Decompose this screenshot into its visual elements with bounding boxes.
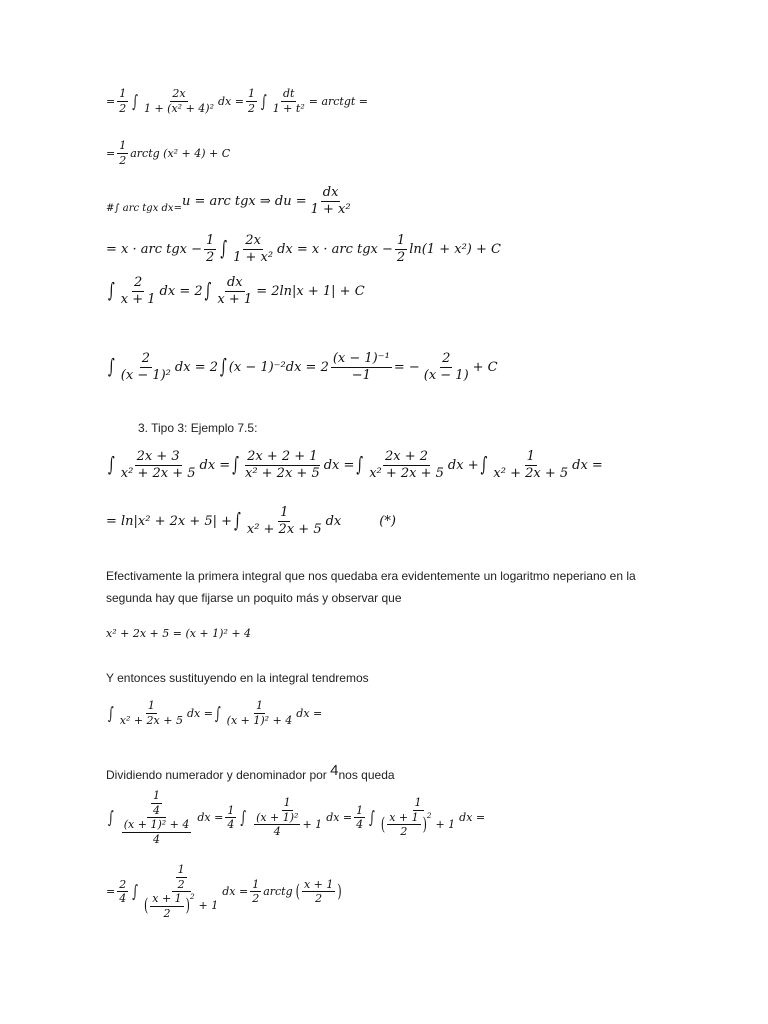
integral-sign: ∫	[369, 807, 375, 828]
paragraph-line: segunda hay que fijarse un poquito más y observar que	[106, 591, 402, 605]
fraction: $\frac{dx}{x + 1}$	[217, 275, 253, 307]
integral-sign: ∫	[108, 453, 115, 477]
integral-sign: ∫	[220, 355, 227, 379]
equation-6: ∫ 2 (x − 1)² dx = 2 ∫ (x − 1)⁻²dx = 2 $\frac{\text{(x − 1)⁻¹}}{-1}$ = − $\frac{2}{(x - 1)}$ + C	[108, 351, 498, 383]
fraction: 1 x² + 2x + 5	[493, 449, 569, 481]
fraction: $\frac{1}{2}$	[206, 233, 215, 265]
fraction: x + 1 2	[303, 877, 334, 906]
fraction: $\frac{1}{2}$	[252, 877, 260, 906]
integral-sign: ∫	[108, 702, 114, 724]
fraction: $\frac{1}{4}$	[227, 803, 235, 832]
equation-4: = x · arc tgx − $\frac{1}{2}$ ∫ 2x 1 + x² dx = x · arc tgx − $\frac{1}{2}$ ln(1 + x²) + C	[106, 233, 501, 265]
fraction: 2x + 3 x² + 2x + 5	[120, 449, 196, 481]
fraction: $\frac{2}{4}$	[119, 877, 127, 906]
paragraph-line: Dividiendo numerador y denominador por 4nos queda	[106, 762, 395, 782]
fraction: $\frac{2}{(x - 1)}$	[423, 351, 469, 383]
fraction: 2x 1 + (x² + 4)²	[143, 87, 214, 115]
equation-3: #∫ arc tgx dx= u = arc tgx ⇒ du = $\frac{dx}{\text{1 + x²}}$	[106, 185, 351, 217]
equation-7: ∫ 2x + 3 x² + 2x + 5 dx = ∫ 2x + 2 + 1 x² + 2x + 5 dx = ∫ 2x + 2 x² + 2x + 5 dx + ∫ 1 x² + 2x + 5 dx =	[108, 449, 603, 481]
paragraph-line: Efectivamente la primera integral que nos quedaba era evidentemente un logaritmo neperiano en la	[106, 569, 636, 583]
equation-11: ∫ $\frac{1}{4}$ $\frac{\text{(x + 1)² + 4}}{4}$ dx = $\frac{1}{4}$ ∫ 1 (x + 1)² 4 + 1 dx = $\frac{1}{4}$ ∫ 1 ( x + 1 2 ) $^2$ + 1 dx =	[108, 789, 486, 846]
equation-9: x² + 2x + 5 = (x + 1)² + 4	[106, 627, 252, 640]
integral-sign: ∫	[480, 453, 488, 477]
fraction: 1 x² + 2x + 5	[119, 699, 183, 727]
fraction: 2x + 2 x² + 2x + 5	[369, 449, 444, 481]
fraction: $\frac{\text{(x − 1)⁻¹}}{-1}$	[332, 351, 390, 383]
equation-5: ∫ 2 x + 1 dx = 2 ∫ $\frac{dx}{x + 1}$ = 2ln|x + 1| + C	[108, 275, 365, 307]
fraction: 1 ( x + 1 2 ) $^2$ + 1	[380, 796, 456, 839]
paragraph-line: Y entonces sustituyendo en la integral tendremos	[106, 671, 369, 685]
integral-sign: ∫	[234, 509, 241, 533]
integral-sign: ∫	[108, 807, 114, 828]
fraction: 1 (x + 1)² 4 + 1	[256, 796, 323, 839]
fraction: 1 x² + 2x + 5	[246, 505, 322, 537]
equation-1: = $\frac{1}{2}$ ∫ 2x 1 + (x² + 4)² dx = $\frac{1}{2}$ ∫ $\frac{dt}{\text{1 + t²}}$ = arctgt =	[106, 87, 369, 115]
integral-sign: ∫	[132, 881, 138, 902]
fraction: $\frac{1}{4}$	[356, 803, 364, 832]
integral-sign: ∫	[108, 279, 115, 303]
integral-sign: ∫	[220, 237, 228, 261]
integral-sign: ∫	[204, 279, 212, 303]
fraction: 2 (x − 1)²	[120, 351, 171, 383]
fraction: $\frac{1}{2}$	[396, 233, 406, 265]
integral-sign: ∫	[232, 453, 239, 477]
equation-10: ∫ 1 x² + 2x + 5 dx = ∫ 1 (x + 1)² + 4 dx =	[108, 699, 323, 727]
equation-8: = ln|x² + 2x + 5| + ∫ 1 x² + 2x + 5 dx (*)	[106, 505, 396, 537]
integral-sign: ∫	[356, 453, 364, 477]
fraction: $\frac{1}{2}$ ( x + 1 2 ) $^2$ + 1	[143, 863, 219, 920]
fraction: 2x + 2 + 1 x² + 2x + 5	[244, 449, 320, 481]
fraction: 2x 1 + x²	[233, 233, 274, 265]
equation-12: = $\frac{2}{4}$ ∫ $\frac{1}{2}$ ( x + 1 2 ) $^2$ + 1 dx = $\frac{1}{2}$ arctg ( x + 1 2 )	[106, 863, 342, 920]
integral-sign: ∫	[260, 90, 267, 112]
integral-sign: ∫	[240, 807, 247, 828]
section-heading: 3. Tipo 3: Ejemplo 7.5:	[138, 421, 258, 435]
integral-sign: ∫	[214, 702, 221, 724]
fraction: $\frac{1}{2}$	[247, 87, 255, 115]
fraction: $\frac{1}{2}$	[119, 139, 127, 167]
integral-sign: ∫	[108, 355, 115, 379]
fraction: $\frac{dt}{\text{1 + t²}}$	[272, 87, 305, 115]
fraction: $\frac{1}{2}$	[119, 87, 127, 115]
equation-2: = $\frac{1}{2}$ arctg (x² + 4) + C	[106, 139, 231, 167]
equation-marker: (*)	[379, 513, 396, 529]
fraction: 1 (x + 1)² + 4	[226, 699, 293, 727]
fraction: $\frac{dx}{\text{1 + x²}}$	[310, 185, 351, 217]
fraction: $\frac{1}{4}$ $\frac{\text{(x + 1)² + 4}}{4}$	[123, 789, 190, 846]
integral-sign: ∫	[132, 90, 138, 112]
fraction: 2 x + 1	[120, 275, 156, 307]
